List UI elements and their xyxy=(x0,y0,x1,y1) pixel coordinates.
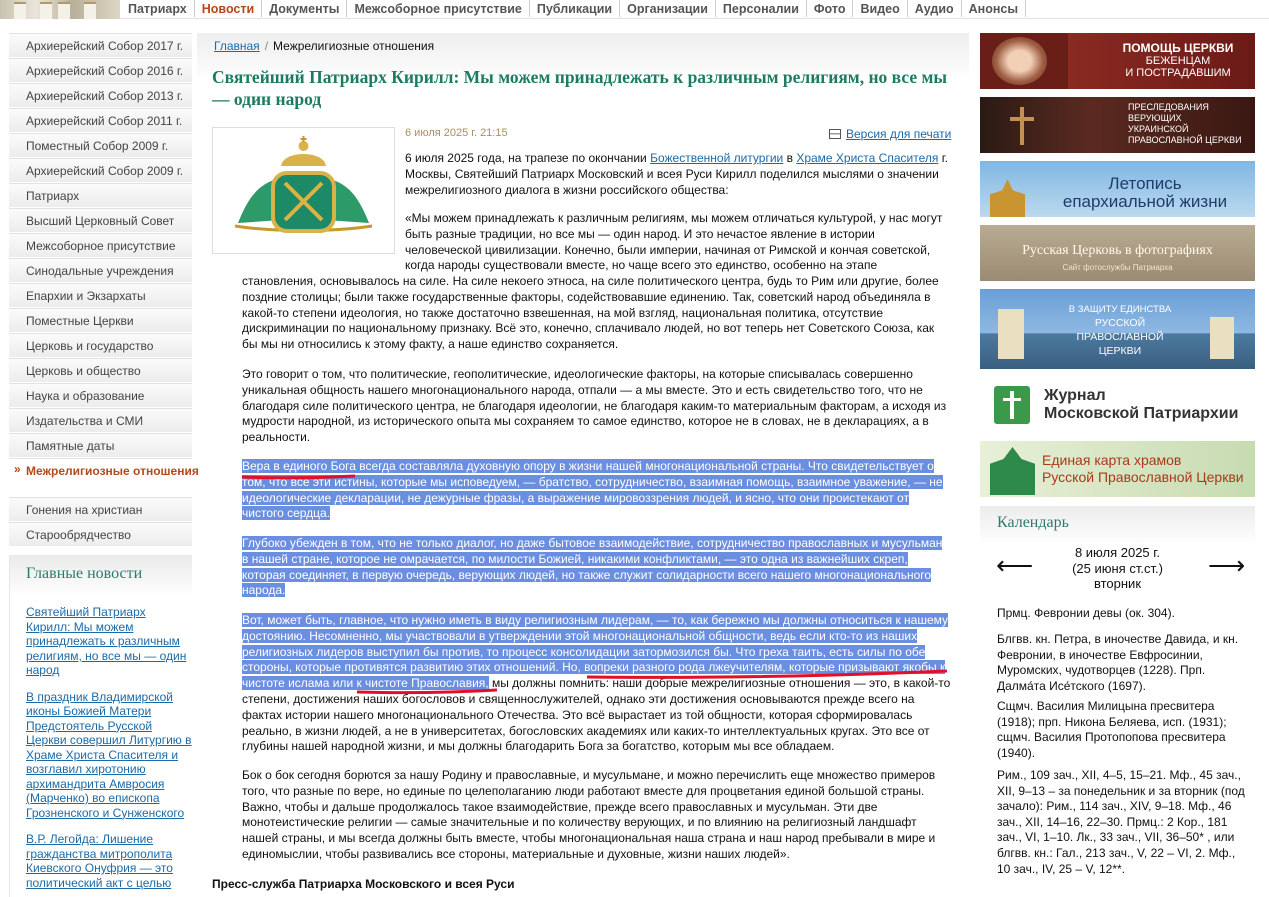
article-area xyxy=(197,33,969,897)
sidebar-item[interactable]: Синодальные учреждения xyxy=(9,258,192,283)
article-paragraph-selected: Вот, может быть, главное, что нужно иметь в виду религиозным лидерам, — то, как бережно мы должны относиться к нашему достоянию. Несомненно, мы участвовали в утверждении этой многонациональной общности, ведь если кто-то из наших религиозных лидеров выступил бы против, то процесс консолидации затормозился бы. Что греха таить, есть силы по обе стороны, которые противятся развитию этих отношений. Но, вопреки разного рода лжеучителям, которые призывают якобы к чистоте ислама или к чистоте Православия, мы должны помнить: наши добрые межрелигиозные отношения — это, в какой-то степени, достижения наших богословов и священнослужителей, однако эти достижения основываются прежде всего на фактах истории нашего многонационального Отечества. Это всё вырастает из той общности, которая сформировалась реально, в жизни людей, а не в университетах, богословских академиях или каких-то интеллектуальных кругах. Это все от глубины нашей народной жизни, и мы должны благодарить Бога за богатство, которым мы все обладаем. xyxy=(242,613,951,754)
nav-item[interactable]: Межсоборное присутствие xyxy=(347,0,529,17)
sidebar-item[interactable]: Патриарх xyxy=(9,183,192,208)
calendar xyxy=(980,506,1255,897)
sidebar-menu xyxy=(9,33,199,547)
press-service: Пресс-служба Патриарха Московского и всея Руси xyxy=(212,877,515,891)
next-day-arrow-icon[interactable]: ⟶ xyxy=(1208,550,1246,580)
news-link[interactable]: В праздник Владимирской иконы Божией Матери Предстоятель Русской Церкви совершил Литургию в Храме Христа Спасителя и возглавил хиротонию архимандрита Амвросия (Марченко) во епископа Грозненского и Сунженского xyxy=(26,689,192,820)
calendar-readings: Рим., 109 зач., XII, 4–5, 15–21. Мф., 45 зач., XII, 9–13 – за понедельник и за вторник (под зачало): Рим., 114 зач., XIV, 9–18. Мф., 46 зач., XII, 14–16, 22–30. Прмц.: 2 Кор., 181 зач., VI, 1–10. Лк., 33 зач., VII, 36–50* , или блгвв. кн.: Гал., 213 зач., V, 22 – VI, 2. Мф., 10 зач., IV, 25 – V, 12**. xyxy=(997,768,1245,876)
banner-help-refugees[interactable]: ПОМОЩЬ ЦЕРКВИ БЕЖЕНЦАМ И ПОСТРАДАВШИМ xyxy=(980,33,1255,89)
cathedral-link[interactable]: Храме Христа Спасителя xyxy=(796,151,939,165)
sidebar-item[interactable]: Поместный Собор 2009 г. xyxy=(9,133,192,158)
news-item xyxy=(10,593,192,678)
banner-persecution-upc[interactable]: ПРЕСЛЕДОВАНИЯ ВЕРУЮЩИХ УКРАИНСКОЙ ПРАВОСЛАВНОЙ ЦЕРКВИ xyxy=(980,97,1255,153)
news-item xyxy=(10,678,192,821)
site-logo[interactable] xyxy=(0,0,120,19)
sidebar-item[interactable]: Памятные даты xyxy=(9,433,192,458)
nav-item[interactable]: Аудио xyxy=(908,0,962,17)
nav-item[interactable]: Новости xyxy=(195,0,262,17)
sidebar-item[interactable]: Архиерейский Собор 2013 г. xyxy=(9,83,192,108)
main-news-title: Главные новости xyxy=(10,555,192,593)
sidebar-item[interactable]: Старообрядчество xyxy=(9,522,192,547)
banner-church-map[interactable]: Единая карта храмов Русской Православной Церкви xyxy=(980,441,1255,497)
article-paragraph-selected: Вера в единого Бога всегда составляла духовную опору в жизни нашей многонациональной страны. Что свидетельствует о том, что все эти истины, которые мы исповедуем, — братство, сотрудничество, взаимная помощь, взаимное уважение, — не идеологические декларации, не дежурные фразы, а выражение мировоззрения людей, и ясно, что они проистекают от чистого сердца. xyxy=(242,459,943,521)
sidebar-item[interactable]: Наука и образование xyxy=(9,383,192,408)
news-link[interactable]: Святейший Патриарх Кирилл: Мы можем принадлежать к различным религиям, но все мы — один народ xyxy=(26,605,187,677)
calendar-saints: Блгвв. кн. Петра, в иночестве Давида, и кн. Февронии, в иночестве Евфросинии, Муромских, чудотворцев (1228). Прп. Далма́та Исе́тского (1697). xyxy=(997,632,1239,693)
child-photo xyxy=(992,37,1047,85)
article-date: 6 июля 2025 г. 21:15 xyxy=(405,127,508,139)
article-paragraph: Это говорит о том, что политические, геополитические, идеологические факторы, на которые списывалась совершенно уникальная общность нашего многонационального народа, отпали — а мы вместе. Это и есть свидетельство того, что не благодаря силе политического центра, не благодаря идеологии, не благодаря каким-то материальным факторам, а исходя из мудрости народной, из исторического опыта мы сохраняем то самое единство, которое не в словах, не в декларациях, а в реальности. xyxy=(242,367,947,445)
print-link[interactable]: Версия для печати xyxy=(846,127,952,141)
sidebar-item[interactable]: Церковь и государство xyxy=(9,333,192,358)
sidebar-item[interactable]: Гонения на христиан xyxy=(9,497,192,522)
nav-item[interactable]: Видео xyxy=(853,0,907,17)
sidebar-item[interactable]: Архиерейский Собор 2016 г. xyxy=(9,58,192,83)
top-navigation xyxy=(0,0,1269,19)
sidebar-item[interactable]: Межсоборное присутствие xyxy=(9,233,192,258)
banner-unity-church[interactable]: В ЗАЩИТУ ЕДИНСТВА РУССКОЙ ПРАВОСЛАВНОЙ ЦЕРКВИ xyxy=(980,289,1255,369)
nav-item[interactable]: Документы xyxy=(262,0,347,17)
nav-item[interactable]: Организации xyxy=(620,0,716,17)
sidebar-item[interactable]: Епархии и Экзархаты xyxy=(9,283,192,308)
nav-item[interactable]: Анонсы xyxy=(962,0,1026,17)
sidebar-item[interactable]: » Межрелигиозные отношения xyxy=(9,458,192,497)
main-menu xyxy=(121,0,1026,19)
sidebar-item[interactable]: Архиерейский Собор 2009 г. xyxy=(9,158,192,183)
sidebar-item[interactable]: Высший Церковный Совет xyxy=(9,208,192,233)
article-title: Святейший Патриарх Кирилл: Мы можем принадлежать к различным религиям, но все мы — один народ xyxy=(212,67,948,109)
liturgy-link[interactable]: Божественной литургии xyxy=(650,151,784,165)
news-item xyxy=(10,820,192,890)
sidebar-item[interactable]: Церковь и общество xyxy=(9,358,192,383)
main-news-box xyxy=(9,555,192,897)
sidebar-item[interactable]: Архиерейский Собор 2011 г. xyxy=(9,108,192,133)
calendar-martyrs: Сщмч. Василия Милицына пресвитера (1918); прп. Никона Беляева, исп. (1931); сщмч. Василия Протопопова пресвитера (1940). xyxy=(997,699,1227,760)
breadcrumb-home[interactable]: Главная xyxy=(214,39,260,53)
banner-mp-journal[interactable]: Журнал Московской Патриархии xyxy=(980,378,1255,434)
article-paragraph: 6 июля 2025 года, на трапезе по окончании Божественной литургии в Храме Христа Спасителя г. Москвы, Святейший Патриарх Московский и всея Руси Кирилл поделился мыслями о значении межрелигиозного диалога в жизни российского общества: xyxy=(405,151,948,197)
breadcrumb-current: Межрелигиозные отношения xyxy=(273,39,435,53)
article-paragraph: Бок о бок сегодня борются за нашу Родину и православные, и мусульмане, и можно перечислить еще множество примеров того, что разные по вере, но единые по целеполаганию люди работают вместе для процветания единой большой страны. Важно, чтобы и дальше продолжалось такое взаимодействие, прежде всего православных и мусульман. Эти две монотеистические религии — самые значительные и по количеству верующих, и по влиянию на религиозный ландшафт нашей страны, и мы всегда должны быть вместе, чтобы многонациональная наша страна и наш народ пребывали в мире и единомыслии, чтобы развивались все стороны, материальные и духовные, жизни наших людей». xyxy=(242,768,936,861)
calendar-saint: Прмц. Февронии девы (ок. 304). xyxy=(997,606,1175,620)
nav-item[interactable]: Фото xyxy=(807,0,854,17)
calendar-title: Календарь xyxy=(997,514,1069,531)
article-paragraph-selected: Глубоко убежден в том, что не только диалог, но даже бытовое взаимодействие, сотрудничество православных и мусульман в нашей стране, которое не омрачается, по милости Божией, никакими конфликтами, — это одна из важнейших скреп, которая соединяет, в первую очередь, верующих людей, но также служит солидарности всего нашего многонационального народа. xyxy=(242,536,943,598)
sidebar-item[interactable]: Поместные Церкви xyxy=(9,308,192,333)
patriarch-emblem xyxy=(212,127,395,254)
nav-item[interactable]: Публикации xyxy=(530,0,620,17)
article-paragraph: становления, основывалось на силе. На силе некоего этноса, на силе политического центра, будь то Рим или другие, более поздние столицы; были также государственные факторы, содействовавшие единению. Так, советский народ объединяла в какой-то степени идеология, но также достаточно взвешенная, на мой взгляд, национальная политика, отсутствие дискриминации по национальному признаку. Всё это, конечно, сплачивало людей, но вот теперь нет Советского Союза, как бы мы ни относились к этому факту, а наше единство сохраняется. xyxy=(242,274,939,352)
sidebar-item[interactable]: Издательства и СМИ xyxy=(9,408,192,433)
nav-item[interactable]: Персоналии xyxy=(716,0,807,17)
banner-photo-church[interactable]: Русская Церковь в фотографиях Сайт фотослужбы Патриарха xyxy=(980,225,1255,281)
nav-item[interactable]: Патриарх xyxy=(121,0,195,17)
news-link[interactable]: В.Р. Легойда: Лишение гражданства митрополита Киевского Онуфрия — это политический акт с целью xyxy=(26,832,173,890)
breadcrumb: Главная / Межрелигиозные отношения xyxy=(197,33,969,76)
banner-diocese-chronicle[interactable]: Летопись епархиальной жизни xyxy=(980,161,1255,217)
calendar-date: 8 июля 2025 г. (25 июня ст.ст.) вторник xyxy=(1072,545,1163,591)
sidebar-item[interactable]: Архиерейский Собор 2017 г. xyxy=(9,33,192,58)
article-paragraph: «Мы можем принадлежать к различным религиям, мы можем отличаться культурой, у нас могут быть разные традиции, но все мы — один народ. И это нечастое явление в истории человеческой цивилизации. Конечно, были империи, начиная от Римской и кончая советской, когда народы существовали вместе, но чаще всего это единство, особенно на этапе xyxy=(405,211,943,273)
printer-icon xyxy=(829,129,841,139)
prev-day-arrow-icon[interactable]: ⟵ xyxy=(996,550,1034,580)
print-version-link[interactable] xyxy=(829,127,951,141)
